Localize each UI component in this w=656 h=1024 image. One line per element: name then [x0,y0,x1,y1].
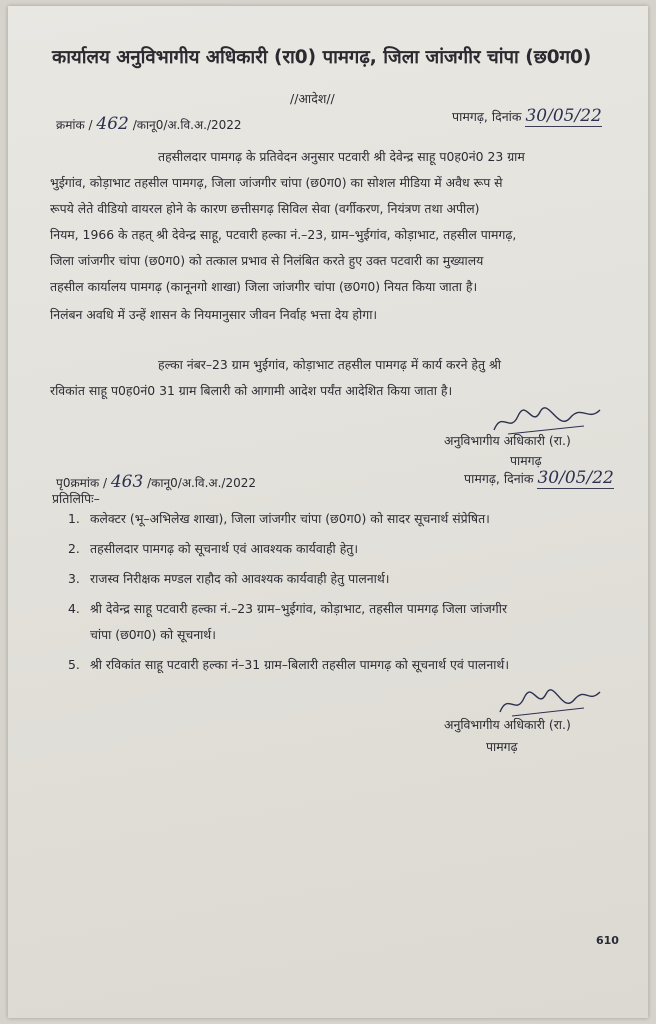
order-ref-number: 462 [96,114,129,134]
para1-line: निलंबन अवधि में उन्हें शासन के नियमानुसार जीवन निर्वाह भत्ता देय होगा। [50,307,378,322]
copy-label: प्रतिलिपिः– [52,491,100,506]
document-page [8,6,648,1018]
copy-ref-number: 463 [110,472,144,492]
list-item-text: कलेक्टर (भू–अभिलेख शाखा), जिला जांजगीर चांपा (छ0ग0) को सादर सूचनार्थ संप्रेषित। [90,511,490,526]
para2-line: हल्का नंबर–23 ग्राम भुईगांव, कोड़ाभाट तहसील पामगढ़ में कार्य करने हेतु श्री [158,357,501,372]
list-item [68,510,490,527]
copy-ref-suffix: /कानू0/अ.वि.अ./2022 [147,476,256,490]
list-item [68,600,507,617]
para2-line: रविकांत साहू प0ह0नं0 31 ग्राम बिलारी को आगामी आदेश पर्यंत आदेशित किया जाता है। [50,383,453,398]
list-item [68,540,358,557]
order-heading: //आदेश// [290,91,335,106]
list-item-text: श्री रविकांत साहू पटवारी हल्का नं–31 ग्राम–बिलारी तहसील पामगढ़ को सूचनार्थ एवं पालनार्थ। [90,657,510,672]
signature2-place: पामगढ़ [486,739,518,754]
signature1-title: अनुविभागीय अधिकारी (रा.) [444,433,571,448]
list-item [68,656,509,673]
signature2-title: अनुविभागीय अधिकारी (रा.) [444,717,571,732]
list-item-number: 3. [68,571,80,586]
order-date-label: पामगढ़, दिनांक [452,109,522,124]
list-item-text: श्री देवेन्द्र साहू पटवारी हल्का नं.–23 ग्राम–भुईगांव, कोड़ाभाट, तहसील पामगढ़ जिला जांजगीर [90,601,508,616]
order-ref-suffix: /कानू0/अ.वि.अ./2022 [132,118,242,132]
order-reference [56,114,242,134]
list-item-text: राजस्व निरीक्षक मण्डल राहौद को आवश्यक कार्यवाही हेतु पालनार्थ। [90,571,390,586]
para1-line: भुईगांव, कोड़ाभाट तहसील पामगढ़, जिला जांजगीर चांपा (छ0ग0) का सोशल मीडिया में अवैध रूप से [50,175,503,190]
list-item-number: 5. [68,657,80,672]
para1-line: जिला जांजगीर चांपा (छ0ग0) को तत्काल प्रभाव से निलंबित करते हुए उक्त पटवारी का मुख्यालय [50,253,484,268]
copy-date [464,468,614,488]
para1-line: रूपये लेते वीडियो वायरल होने के कारण छत्तीसगढ़ सिविल सेवा (वर्गीकरण, नियंत्रण तथा अपील) [50,201,480,216]
list-item [68,570,389,587]
para1-line: नियम, 1966 के तहत् श्री देवेन्द्र साहू, पटवारी हल्का नं.–23, ग्राम–भुईगांव, कोड़ाभाट, तहसील पामगढ़, [50,227,517,242]
copy-reference [56,472,256,492]
page-number: 610 [596,934,619,947]
list-item-number: 4. [68,601,80,616]
list-item-text: तहसीलदार पामगढ़ को सूचनार्थ एवं आवश्यक कार्यवाही हेतु। [90,541,359,556]
order-date-value: 30/05/22 [525,106,602,126]
list-item-continuation: चांपा (छ0ग0) को सूचनार्थ। [90,627,216,642]
copy-date-value: 30/05/22 [537,468,614,488]
para1-line: तहसील कार्यालय पामगढ़ (कानूनगो शाखा) जिला जांजगीर चांपा (छ0ग0) नियत किया जाता है। [50,279,478,294]
list-item-number: 2. [68,541,80,556]
order-date [452,106,602,126]
list-item-number: 1. [68,511,80,526]
signature1-place: पामगढ़ [510,453,542,468]
copy-date-label: पामगढ़, दिनांक [464,471,534,486]
order-ref-prefix: क्रमांक / [56,118,93,132]
para1-line: तहसीलदार पामगढ़ के प्रतिवेदन अनुसार पटवारी श्री देवेन्द्र साहू प0ह0नं0 23 ग्राम [158,149,525,164]
copy-ref-prefix: पृ0क्रमांक / [56,476,108,490]
signature-scrawl [496,684,606,720]
office-header: कार्यालय अनुविभागीय अधिकारी (रा0) पामगढ़, जिला जांजगीर चांपा (छ0ग0) [52,47,592,68]
